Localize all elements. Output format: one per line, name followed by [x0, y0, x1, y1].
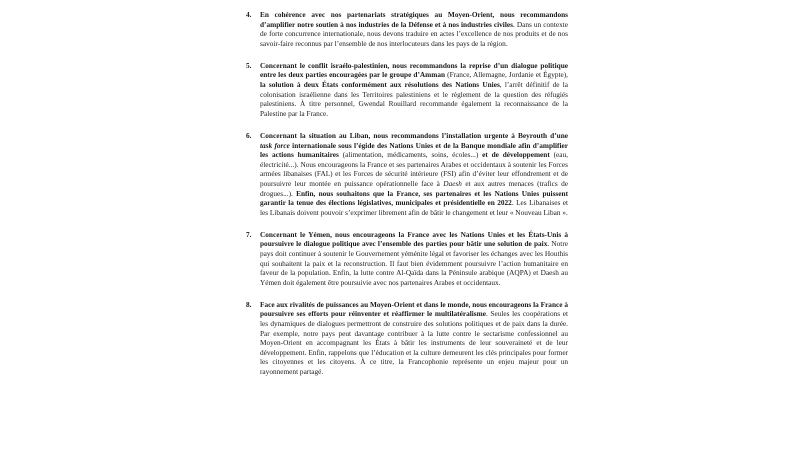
body-text: Daesh	[443, 178, 462, 188]
list-item	[246, 131, 568, 217]
emphasis-text: Enfin, nous souhaitons que la France, ses partenaires et les Nations Unies puissent garantir la tenue des élections législatives, municipales et présidentielle en 2022	[260, 188, 568, 208]
item-number: 4.	[246, 10, 252, 19]
body-text: . Les Libanaises et les Libanais doivent pouvoir s’exprimer librement afin de bâtir le changement et leur « Nouveau Liban ».	[260, 198, 568, 217]
emphasis-text: En cohérence avec nos partenariats stratégiques au Moyen-Orient, nous recommandons d’amplifier notre soutien à nos industries de la Défense et à nos industries civiles	[260, 10, 568, 29]
emphasis-text: Concernant le Yémen, nous encourageons la France avec les Nations Unies et les États-Unis à poursuivre le dialogue politique avec l’ensemble des parties pour bâtir une solution de paix	[260, 229, 568, 249]
item-paragraph	[260, 131, 568, 217]
item-paragraph	[260, 230, 568, 288]
body-text: (eau, électricité...). Nous encourageons la France et ses partenaires Arabes et occidentaux à soutenir les Forces armées libanaises (FAL) et les Forces de sécurité intérieure (FSI) afin d’éviter leur effondrement et de poursuivre leur montée en puissance opérationnelle face à	[260, 150, 568, 188]
list-item	[246, 230, 568, 288]
body-text: (France, Allemagne, Jordanie et Égypte),	[445, 70, 569, 80]
list-item	[246, 300, 568, 377]
emphasis-text: Face aux rivalités de puissances au Moyen-Orient et dans le monde, nous encourageons la France à poursuivre ses efforts pour réinventer et réaffirmer le multilatéralisme	[260, 299, 568, 319]
body-text: . Seules les coopérations et les dynamiques de dialogues permettront de construire des solutions politiques et de paix dans la durée. Par exemple, notre pays peut davantage contribuer à la lutte contre le sectarisme confessionnel au Moyen-Orient en accompagnant les États à bâtir les instruments de leur souveraineté et de leur développement. Enfin, rappelons que l’éducation et la culture demeurent les clés principales pour former les citoyennes et les citoyens. À ce titre, la Francophonie représente un enjeu majeur pour un rayonnement partagé.	[260, 309, 568, 376]
emphasis-text: task force	[260, 140, 290, 150]
body-text: , l’arrêt définitif de la colonisation israélienne dans les Territoires palestiniens et le règlement de la question des réfugiés palestiniens. À titre personnel, Gwendal Rouillard recommande également la reconnaissance de la Palestine par la France.	[260, 80, 568, 118]
body-text: . Notre pays doit continuer à soutenir le Gouvernement yéménite légal et favoriser les échanges avec les Houthis qui souhaitent la paix et la reconstruction. Il faut bien évidemment poursuivre l’action humanitaire en faveur de la population. Enfin, la lutte contre Al-Qaïda dans la Péninsule arabique (AQPA) et Daesh au Yémen doit également être poursuivie avec nos partenaires Arabes et occidentaux.	[260, 239, 569, 287]
item-number: 8.	[246, 299, 252, 309]
item-paragraph	[260, 300, 568, 377]
body-text: et aux autres menaces (trafics de drogues...).	[260, 178, 569, 198]
body-text: . Dans un contexte de forte concurrence internationale, nous devons traduire en actes l’excellence de nos produits et de nos savoir-faire reconnus par l’ensemble de nos interlocuteurs dans les pays de la région.	[260, 19, 568, 48]
emphasis-text: et de développement	[482, 150, 550, 160]
item-number: 6.	[246, 130, 252, 140]
recommendations-list	[246, 10, 568, 389]
list-item	[246, 10, 568, 48]
item-number: 7.	[246, 229, 252, 239]
body-text: (alimentation, médicaments, soins, écoles...)	[338, 150, 483, 160]
item-paragraph	[260, 61, 568, 119]
list-item	[246, 61, 568, 119]
emphasis-text: la solution à deux États conformément aux résolutions des Nations Unies	[260, 80, 500, 90]
item-number: 5.	[246, 60, 252, 70]
emphasis-text: Concernant le conflit israélo-palestinien, nous recommandons la reprise d’un dialogue politique entre les deux parties encouragées par le groupe d’Amman	[260, 60, 568, 80]
emphasis-text: Concernant la situation au Liban, nous recommandons l’installation urgente à Beyrouth d’une	[260, 130, 568, 140]
item-paragraph	[260, 10, 568, 48]
emphasis-text: internationale sous l’égide des Nations Unies et de la Banque mondiale afin d’amplifier les actions humanitaires	[260, 140, 568, 160]
